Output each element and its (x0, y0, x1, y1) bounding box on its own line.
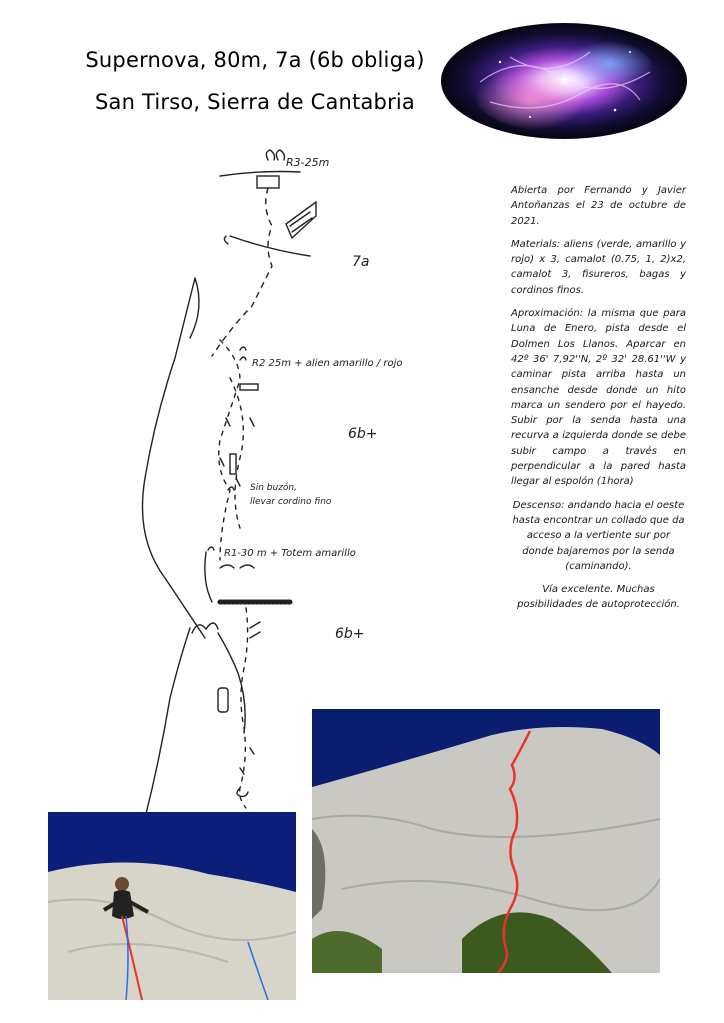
topo-r3-label: R3-25m (286, 156, 330, 169)
info-materials: Materials: aliens (verde, amarillo y rojo) x 3, camalot (0.75, 1, 2)x2, camalot 3, fisureros, bagas y cordinos finos. (511, 238, 686, 296)
info-approach: Aproximación: la misma que para Luna de Enero, pista desde el Dolmen Los Llanos. Aparcar en 42º 36' 7,92''N, 2º 32' 28.61''W y caminar pista arriba hasta un ensanche desde donde un hito marca un sendero por el hayedo. Subir por la senda hasta una recurva a izquierda donde se debe subir campo a través en perpendicular a la pared hasta llegar al espolón (1hora) (511, 308, 686, 488)
topo-grade-top: 7a (352, 254, 370, 270)
topo-grade-low: 6b+ (335, 626, 365, 642)
climber-photo (48, 812, 296, 1000)
info-verdict: Vía excelente. Muchas posibilidades de autoprotección. (517, 584, 680, 611)
route-info (511, 183, 686, 621)
topo-grade-mid: 6b+ (348, 426, 378, 442)
r3-anchor (266, 150, 284, 160)
topo-r1-label: R1-30 m + Totem amarillo (224, 548, 356, 559)
topo-r2-label: R2 25m + alien amarillo / rojo (252, 358, 403, 369)
info-descent: Descenso: andando hacia el oeste hasta encontrar un collado que da acceso a la vertiente sur por donde bajaremos por la senda (caminando). (512, 499, 685, 572)
topo-note-2: llevar cordino fino (250, 497, 332, 507)
info-opened: Abierta por Fernando y Javier Antoñanzas el 23 de octubre de 2021. (511, 185, 686, 227)
topo-note-1: Sin buzón, (250, 483, 297, 493)
wall-photo (312, 709, 660, 973)
page-subtitle: San Tirso, Sierra de Cantabria (94, 90, 416, 114)
page-title: Supernova, 80m, 7a (6b obliga) (85, 48, 425, 72)
supernova-image (440, 22, 688, 140)
